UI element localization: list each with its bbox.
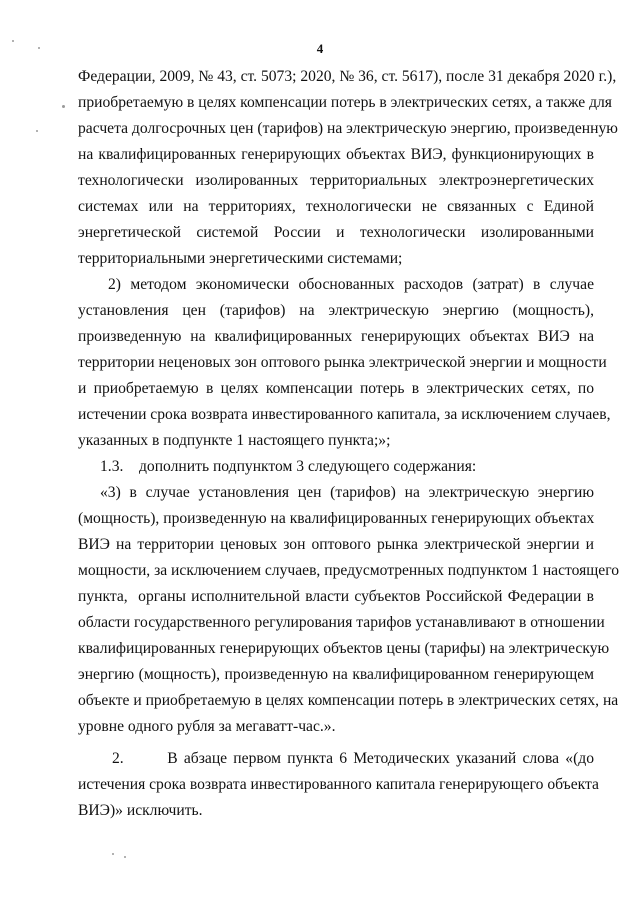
scan-speck — [112, 853, 114, 855]
text-line: энергетической системой России и технологически изолированными — [78, 224, 594, 241]
text-line: объекте и приобретаемую в целях компенсации потерь в электрических сетях, на — [78, 692, 619, 709]
text-line: уровне одного рубля за мегаватт-час.». — [78, 718, 336, 735]
text-line: «3) в случае установления цен (тарифов) на электрическую энергию — [100, 484, 594, 501]
scan-speck — [62, 105, 65, 108]
text-line: пункта, органы исполнительной власти субъектов Российской Федерации в — [78, 588, 594, 605]
text-line: истечения срока возврата инвестированного капитала генерирующего объекта — [78, 776, 599, 793]
text-line: установления цен (тарифов) на электрическую энергию (мощность), — [78, 302, 594, 319]
text-line: 2) методом экономически обоснованных расходов (затрат) в случае — [108, 276, 594, 293]
text-line: технологически изолированных территориальных электроэнергетических — [78, 172, 594, 189]
text-line: истечении срока возврата инвестированного капитала, за исключением случаев, — [78, 406, 611, 423]
text-line: на квалифицированных генерирующих объектах ВИЭ, функционирующих в — [78, 146, 594, 163]
text-line: области государственного регулирования тарифов устанавливают в отношении — [78, 614, 605, 631]
text-line: ВИЭ на территории ценовых зон оптового рынка электрической энергии и — [78, 536, 594, 553]
text-line: территории неценовых зон оптового рынка электрической энергии и мощности — [78, 354, 607, 371]
text-line: приобретаемую в целях компенсации потерь в электрических сетях, а также для — [78, 94, 612, 111]
text-line: системах или на территориях, технологически не связанных с Единой — [78, 198, 594, 215]
text-line: ВИЭ)» исключить. — [78, 802, 203, 819]
text-line: 2. В абзаце первом пункта 6 Методических указаний слова «(до — [112, 750, 594, 767]
text-line: (мощность), произведенную на квалифицированных генерирующих объектах — [78, 510, 595, 527]
text-line: территориальными энергетическими системами; — [78, 250, 403, 267]
text-line: произведенную на квалифицированных генерирующих объектах ВИЭ на — [78, 328, 594, 345]
page-number: 4 — [316, 41, 324, 56]
text-line: расчета долгосрочных цен (тарифов) на электрическую энергию, произведенную — [78, 120, 618, 137]
text-line: Федерации, 2009, № 43, ст. 5073; 2020, № 36, ст. 5617), после 31 декабря 2020 г.), — [78, 68, 617, 85]
document-body — [78, 64, 620, 824]
scan-speck — [36, 130, 38, 132]
text-line: 1.3. дополнить подпунктом 3 следующего содержания: — [100, 458, 477, 475]
text-line: мощности, за исключением случаев, предусмотренных подпунктом 1 настоящего — [78, 562, 620, 579]
scan-speck — [124, 856, 126, 858]
text-line: и приобретаемую в целях компенсации потерь в электрических сетях, по — [78, 380, 594, 397]
text-line: энергию (мощность), произведенную на квалифицированном генерирующем — [78, 666, 594, 683]
text-line: квалифицированных генерирующих объектов цены (тарифы) на электрическую — [78, 640, 610, 657]
text-line: указанных в подпункте 1 настоящего пункта;»; — [78, 432, 391, 449]
